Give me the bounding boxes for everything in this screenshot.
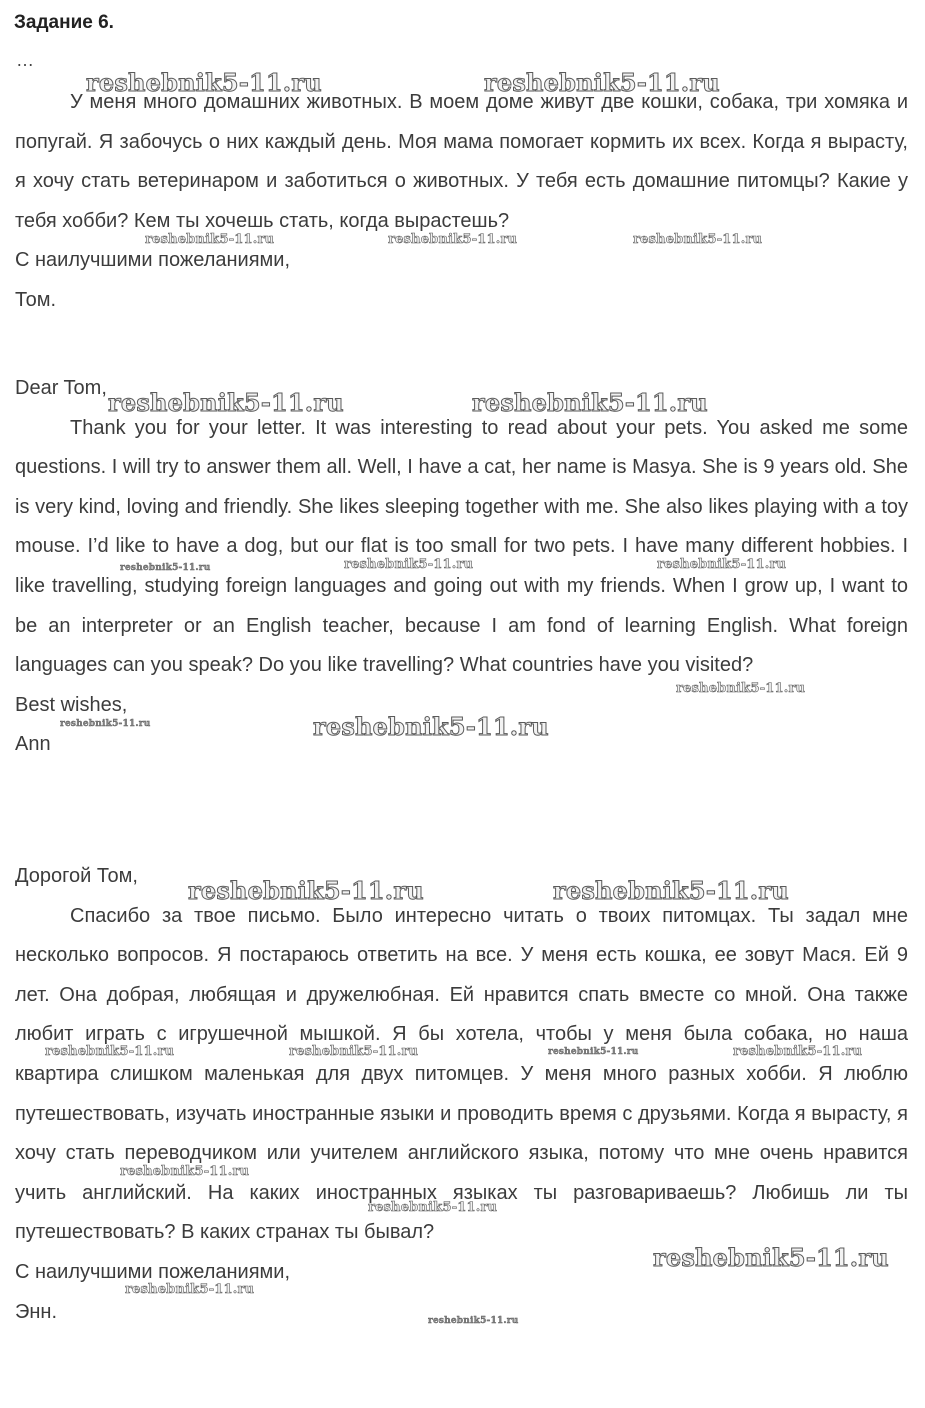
watermark: reshebnik5-11.ru xyxy=(553,876,789,905)
task-title: Задание 6. xyxy=(14,12,114,33)
watermark: reshebnik5-11.ru xyxy=(120,563,211,573)
letter-ann-signature: Ann xyxy=(15,733,51,756)
letter-ann-ru-body: Спасибо за твое письмо. Было интересно читать о твоих питомцах. Ты задал мне несколько вопросов. Я постараюсь ответить на все. У меня есть кошка, ее зовут Мася. Ей 9 лет. Она добрая, любящая и дружелюбная. Ей нравится спать вместе со мной. Она также любит играть с игрушечной мышкой. Я бы хотела, чтобы у меня была собака, но наша квартира слишком маленькая для двух питомцев. У меня много разных хобби. Я люблю путешествовать, изучать иностранные языки и проводить время с друзьями. Когда я вырасту, я хочу стать переводчиком или учителем английского языка, потому что мне очень нравится учить английский. На каких иностранных языках ты разговариваешь? Любишь ли ты путешествовать? В каких странах ты бывал? xyxy=(15,904,908,1244)
watermark: reshebnik5-11.ru xyxy=(60,719,151,729)
watermark: reshebnik5-11.ru xyxy=(108,388,344,417)
watermark: reshebnik5-11.ru xyxy=(733,1044,863,1059)
letter-ann-greeting: Dear Tom, xyxy=(15,377,107,399)
ellipsis-mark: … xyxy=(16,50,34,70)
letter-ann-closing: Best wishes, xyxy=(15,693,128,716)
watermark: reshebnik5-11.ru xyxy=(368,1200,498,1215)
letter-ann-ru-closing: С наилучшими пожеланиями, xyxy=(15,1260,291,1283)
letter-ann-ru-signature: Энн. xyxy=(15,1300,58,1323)
watermark: reshebnik5-11.ru xyxy=(45,1044,175,1059)
watermark: reshebnik5-11.ru xyxy=(428,1316,519,1326)
watermark: reshebnik5-11.ru xyxy=(548,1047,639,1057)
watermark: reshebnik5-11.ru xyxy=(125,1282,255,1297)
letter-tom xyxy=(15,83,908,321)
watermark: reshebnik5-11.ru xyxy=(388,232,518,247)
watermark: reshebnik5-11.ru xyxy=(484,68,720,97)
watermark: reshebnik5-11.ru xyxy=(472,388,708,417)
letter-tom-signature: Том. xyxy=(15,288,57,311)
letter-ann-english xyxy=(15,369,908,765)
letter-ann-ru-greeting: Дорогой Том, xyxy=(15,865,138,887)
watermark: reshebnik5-11.ru xyxy=(344,557,474,572)
letter-tom-body: У меня много домашних животных. В моем доме живут две кошки, собака, три хомяка и попугай. Я забочусь о них каждый день. Моя мама помогает кормить их всех. Когда я вырасту, я хочу стать ветеринаром и заботиться о животных. У тебя есть домашние питомцы? Какие у тебя хобби? Кем ты хочешь стать, когда вырастешь? xyxy=(15,91,908,232)
letter-tom-closing: С наилучшими пожеланиями, xyxy=(15,249,291,272)
watermark: reshebnik5-11.ru xyxy=(289,1044,419,1059)
watermark: reshebnik5-11.ru xyxy=(657,557,787,572)
watermark: reshebnik5-11.ru xyxy=(653,1243,889,1272)
watermark: reshebnik5-11.ru xyxy=(120,1164,250,1179)
letter-ann-russian xyxy=(15,857,908,1332)
watermark: reshebnik5-11.ru xyxy=(188,876,424,905)
watermark: reshebnik5-11.ru xyxy=(313,712,549,741)
watermark: reshebnik5-11.ru xyxy=(633,232,763,247)
watermark: reshebnik5-11.ru xyxy=(676,681,806,696)
letter-ann-body: Thank you for your letter. It was interesting to read about your pets. You asked me some questions. I will try to answer them all. Well, I have a cat, her name is Masya. She is 9 years old. She is very kind, loving and friendly. She likes sleeping together with me. She also likes playing with a toy mouse. I’d like to have a dog, but our flat is too small for two pets. I have many different hobbies. I like travelling, studying foreign languages and going out with my friends. When I grow up, I want to be an interpreter or an English teacher, because I am fond of learning English. What foreign languages can you speak? Do you like travelling? What countries have you visited? xyxy=(15,416,908,677)
watermark: reshebnik5-11.ru xyxy=(145,232,275,247)
watermark: reshebnik5-11.ru xyxy=(86,68,322,97)
